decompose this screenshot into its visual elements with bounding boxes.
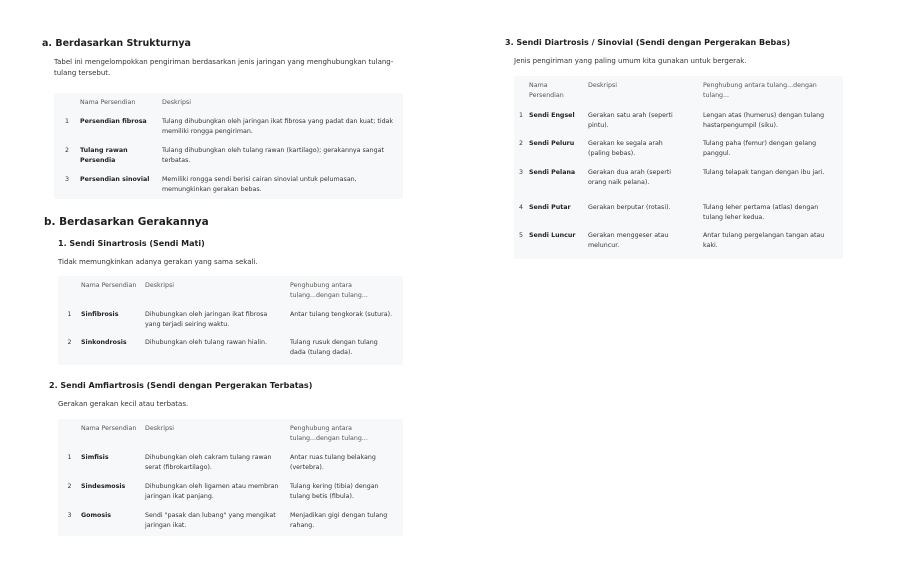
header-cell: Nama Persendian [529, 82, 564, 99]
table-row: 2 Tulang rawan Persendia Tulang dihubungkan oleh tulang rawan (kartilago); gerakannya sangat terbatas. [64, 147, 384, 164]
amfiartrosis-title: 2. Sendi Amfiartrosis (Sendi dengan Pergerakan Terbatas) [49, 381, 313, 390]
table-row: 1 Persendian fibrosa Tulang dihubungkan oleh jaringan ikat fibrosa yang padat dan kuat; tidak memiliki rongga pengiriman. [64, 118, 394, 135]
section-b-title: b. Berdasarkan Gerakannya [44, 216, 209, 228]
sinartrosis-title: 1. Sendi Sinartrosis (Sendi Mati) [58, 239, 205, 248]
sinartrosis-table [58, 276, 403, 365]
section-a-intro: Tabel ini mengelompokkan pengiriman berdasarkan jenis jaringan yang menghubungkan tulang-tulang tersebut. [54, 58, 394, 77]
diartrosis-title: 3. Sendi Diartrosis / Sinovial (Sendi dengan Pergerakan Bebas) [505, 38, 791, 47]
amfiartrosis-intro: Gerakan gerakan kecil atau terbatas. [58, 400, 189, 408]
header-cell: Deskripsi [145, 282, 175, 289]
header-cell: Deskripsi [145, 425, 175, 432]
structure-table [54, 93, 403, 199]
header-cell: Penghubung antara tulang...dengan tulang... [290, 282, 368, 299]
header-cell [58, 276, 81, 306]
header-cell: Deskripsi [162, 99, 192, 106]
table-row: 4 Sendi Putar Gerakan berputar (rotasi). Tulang leher pertama (atlas) dengan tulang leher kedua. [518, 204, 819, 221]
diartrosis-table [514, 76, 843, 259]
table-row: 5 Sendi Luncur Gerakan menggeser atau meluncur. Antar tulang pergelangan tangan atau kaki. [518, 232, 825, 249]
table-row: 1 Sendi Engsel Gerakan satu arah (seperti pintu). Lengan atas (humerus) dengan tulang hastarpengumpil (siku). [518, 112, 825, 129]
table-row: 2 Sendi Peluru Gerakan ke segala arah (paling bebas). Tulang paha (femur) dengan gelang panggul. [518, 140, 817, 157]
table-row: 1 Simfisis Dihubungkan oleh cakram tulang rawan serat (fibrokartilago). Antar ruas tulang belakang (vertebra). [67, 454, 376, 471]
header-cell: Nama Persendian [81, 282, 137, 289]
sinartrosis-intro: Tidak memungkinkan adanya gerakan yang sama sekali. [58, 258, 258, 266]
table-row: 3 Gomosis Sendi "pasak dan lubang" yang mengikat jaringan ikat. Menjadikan gigi dengan tulang rahang. [67, 512, 388, 529]
header-cell: Nama Persendian [81, 425, 137, 432]
table-row: 3 Persendian sinovial Memiliki rongga sendi berisi cairan sinovial untuk pelumasan, memungkinkan gerakan bebas. [64, 176, 357, 193]
header-cell [54, 93, 80, 113]
table-row: 3 Sendi Pelana Gerakan dua arah (seperti orang naik pelana). Tulang telapak tangan dengan ibu jari. [518, 169, 825, 186]
header-cell: Penghubung antara tulang...dengan tulang... [703, 82, 817, 99]
amfiartrosis-table [58, 419, 403, 536]
table-row: 2 Sindesmosis Dihubungkan oleh ligamen atau membran jaringan ikat panjang. Tulang kering (tibia) dengan tulang betis (fibula). [67, 483, 379, 500]
header-cell [58, 419, 81, 449]
table-row: 1 Sinfibrosis Dihubungkan oleh jaringan ikat fibrosa yang terjadi seiring waktu. Antar tulang tengkorak (sutura). [67, 311, 393, 328]
header-cell: Penghubung antara tulang...dengan tulang... [290, 425, 368, 442]
header-cell: Deskripsi [588, 82, 618, 89]
section-a-title: a. Berdasarkan Strukturnya [42, 38, 191, 49]
table-row: 2 Sinkondrosis Dihubungkan oleh tulang rawan hialin. Tulang rusuk dengan tulang dada (tulang dada). [67, 339, 378, 356]
header-cell: Nama Persendian [80, 99, 136, 106]
header-cell [514, 76, 526, 106]
diartrosis-intro: Jenis pengiriman yang paling umum kita gunakan untuk bergerak. [514, 57, 747, 65]
